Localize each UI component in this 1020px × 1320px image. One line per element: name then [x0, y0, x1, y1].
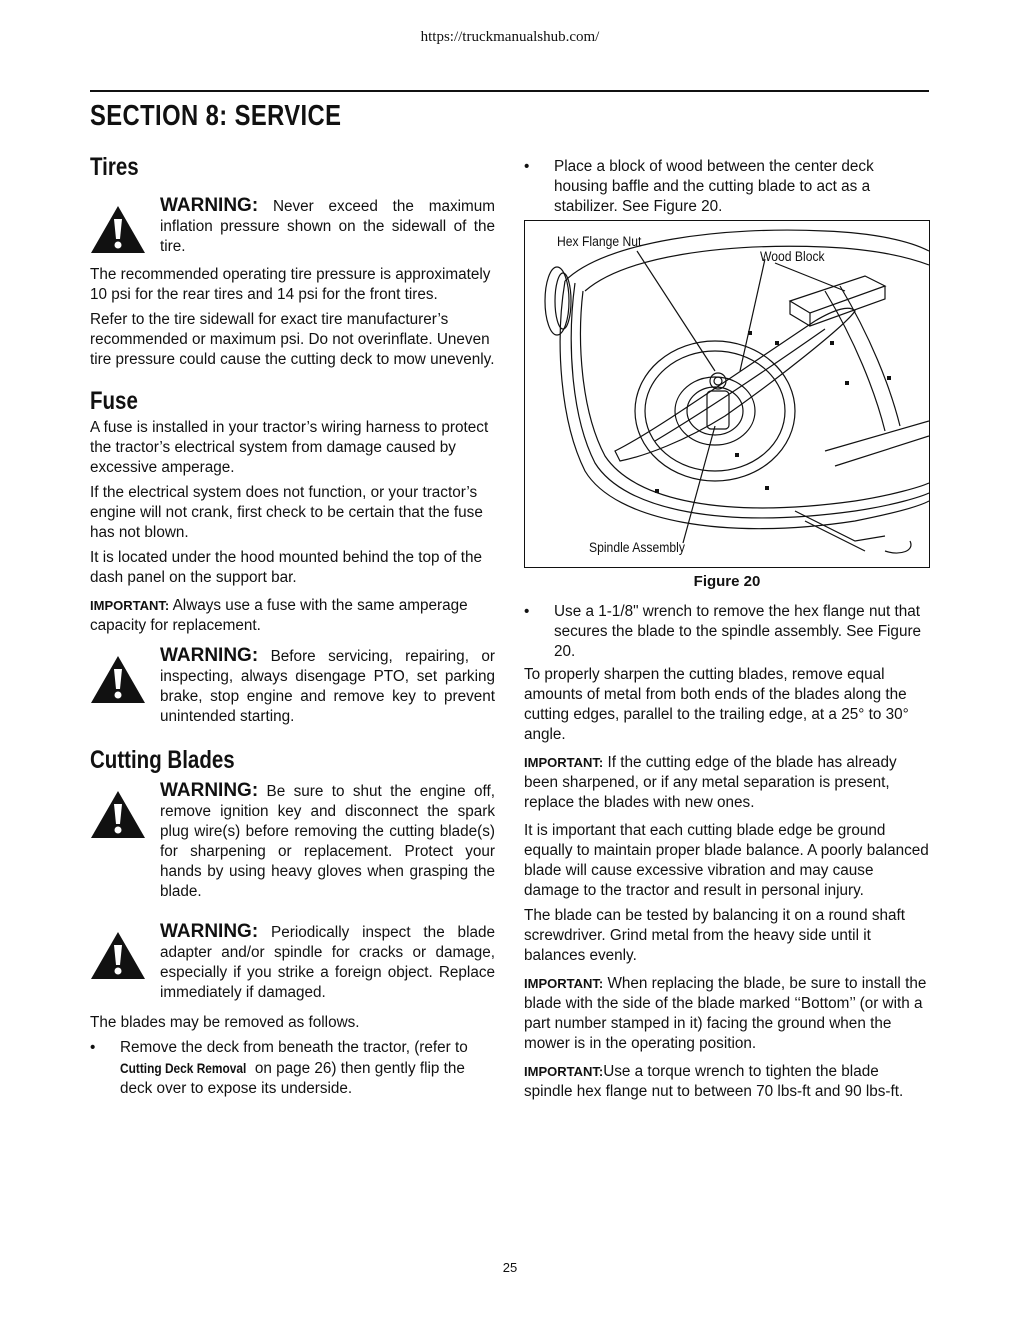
tires-warning	[90, 196, 495, 257]
important-label: IMPORTANT:	[90, 598, 170, 613]
spindle-assembly-label: Spindle Assembly	[589, 540, 685, 555]
cross-reference-link[interactable]: Cutting Deck Removal	[120, 1060, 247, 1076]
figure-20-illustration	[524, 220, 930, 568]
blades-intro-text: The blades may be removed as follows.	[90, 1014, 360, 1031]
warning-text: Never exceed the maximum inflation pressure shown on the sidewall of the tire.	[160, 198, 495, 255]
warning-text: Before servicing, repairing, or inspecting, always disengage PTO, set parking brake, stop engine and remove key to prevent unintended starting.	[160, 648, 495, 725]
bullet-wood-block	[524, 157, 930, 217]
figure-caption: Figure 20	[693, 573, 761, 590]
blades-warning-1	[90, 781, 495, 902]
fuse-heading: Fuse	[90, 387, 138, 415]
warning-label: WARNING:	[160, 921, 259, 942]
fuse-check-text: If the electrical system does not function, or your tractor’s engine will not crank, first check to be certain that the fuse has not blown.	[90, 484, 483, 541]
tires-heading: Tires	[90, 153, 139, 181]
left-column	[90, 150, 495, 1102]
bullet-remove-nut	[524, 602, 930, 662]
tires-sidewall-text: Refer to the tire sidewall for exact tire manufacturer’s recommended or maximum psi. Do not overinflate. Uneven tire pressure could cause the cutting deck to mow unevenly.	[90, 311, 495, 368]
bullet-text: on page 26) then gently flip the deck over to expose its underside.	[120, 1060, 465, 1097]
section-title: SECTION 8: SERVICE	[90, 100, 342, 132]
bullet-dot: •	[524, 158, 530, 175]
source-url: https://truckmanualshub.com/	[420, 29, 600, 45]
warning-triangle-icon	[90, 789, 146, 839]
important-sharpened	[524, 753, 930, 813]
warning-label: WARNING:	[160, 780, 259, 801]
warning-triangle-icon	[90, 204, 146, 254]
sharpen-text: To properly sharpen the cutting blades, remove equal amounts of metal from both ends of the blades along the cutting edges, parallel to the trailing edge, at a 25° to 30° angle.	[524, 666, 909, 743]
test-balance-text: The blade can be tested by balancing it on a round shaft screwdriver. Grind metal from the heavy side until it balances evenly.	[524, 907, 905, 964]
important-text: Always use a fuse with the same amperage capacity for replacement.	[90, 597, 468, 634]
important-text: If the cutting edge of the blade has already been sharpened, or if any metal separation is present, replace the blades with new ones.	[524, 754, 897, 811]
important-torque	[524, 1062, 930, 1102]
bullet-text: Remove the deck from beneath the tractor, (refer to	[120, 1039, 468, 1056]
important-label: IMPORTANT:	[524, 1064, 604, 1079]
fuse-location-text: It is located under the hood mounted behind the top of the dash panel on the support bar.	[90, 549, 483, 586]
deck-underside-drawing	[525, 221, 929, 567]
warning-triangle-icon	[90, 930, 146, 980]
bullet-dot: •	[90, 1039, 96, 1056]
important-install	[524, 974, 930, 1054]
warning-text: Be sure to shut the engine off, remove ignition key and disconnect the spark plug wire(s) before removing the cutting blade(s) for sharpening or replacement. Protect your hands by using heavy gloves when grasping the blade.	[160, 783, 495, 900]
cutting-blades-heading: Cutting Blades	[90, 746, 235, 774]
important-text: When replacing the blade, be sure to install the blade with the side of the blade marked ‘‘Bottom’’ (or with a part number stamped in it) facing the ground when the mower is in the operating position.	[524, 975, 927, 1052]
fuse-intro-text: A fuse is installed in your tractor’s wiring harness to protect the tractor’s electrical system from damage caused by excessive amperage.	[90, 419, 489, 476]
warning-text: Periodically inspect the blade adapter and/or spindle for cracks or damage, especially if you strike a foreign object. Replace immediately if damaged.	[160, 924, 495, 1001]
important-text: Use a torque wrench to tighten the blade spindle hex flange nut to between 70 lbs-ft and 90 lbs-ft.	[524, 1063, 904, 1100]
warning-label: WARNING:	[160, 195, 259, 216]
balance-text: It is important that each cutting blade edge be ground equally to maintain proper blade balance. A poorly balanced blade will cause excessive vibration and may cause damage to the tractor and result in personal injury.	[524, 822, 929, 899]
page-number: 25	[502, 1260, 518, 1275]
tires-pressure-text: The recommended operating tire pressure is approximately 10 psi for the rear tires and 14 psi for the front tires.	[90, 266, 491, 303]
important-label: IMPORTANT:	[524, 755, 604, 770]
hex-flange-nut-label: Hex Flange Nut	[557, 234, 642, 249]
bullet-text: Use a 1-1/8" wrench to remove the hex flange nut that secures the blade to the spindle assembly. See Figure 20.	[554, 603, 922, 660]
warning-label: WARNING:	[160, 645, 259, 666]
blades-warning-2	[90, 922, 495, 1003]
header-rule	[90, 90, 929, 92]
bullet-text: Place a block of wood between the center deck housing baffle and the cutting blade to act as a stabilizer. See Figure 20.	[554, 158, 874, 215]
warning-triangle-icon	[90, 654, 146, 704]
wood-block-label: Wood Block	[760, 249, 825, 264]
right-column	[524, 157, 930, 1107]
important-label: IMPORTANT:	[524, 976, 604, 991]
bullet-remove-deck	[90, 1038, 495, 1099]
bullet-dot: •	[524, 603, 530, 620]
fuse-important	[90, 596, 495, 636]
fuse-warning	[90, 646, 495, 727]
